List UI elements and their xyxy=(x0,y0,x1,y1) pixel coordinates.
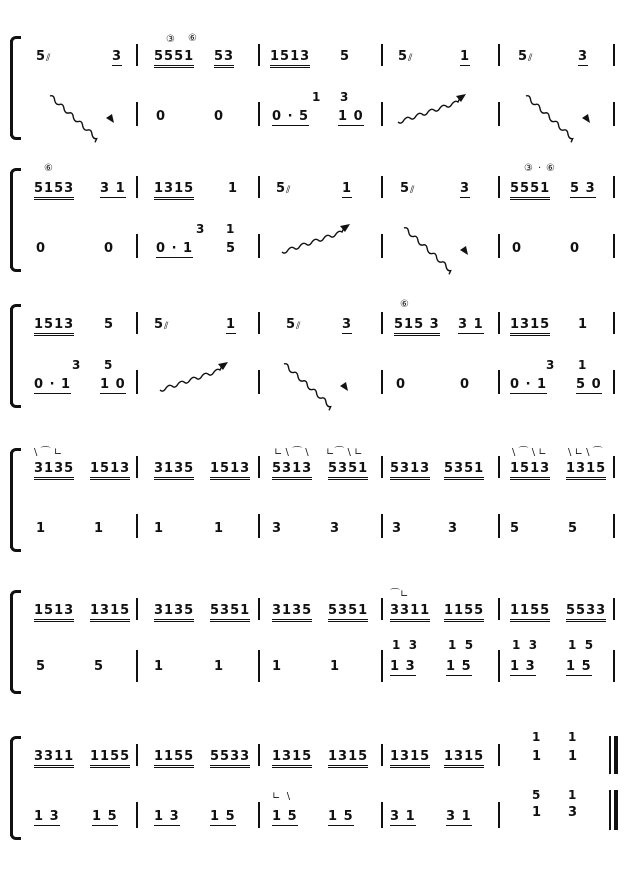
system-brace xyxy=(10,452,20,548)
chord-note: 3 xyxy=(196,222,205,236)
tremolo-mark: ⫽ xyxy=(408,53,413,64)
barline xyxy=(136,598,138,620)
note-group: 5351 xyxy=(210,604,250,622)
note: 1 xyxy=(228,181,239,196)
note-group: 1315 xyxy=(154,182,194,200)
rest: 0 xyxy=(570,241,581,256)
system-3 xyxy=(0,299,636,418)
note-group: 0 · 5 xyxy=(272,109,310,124)
note-group: 5351 xyxy=(328,604,368,622)
final-barline-thin xyxy=(609,790,611,830)
note-group: 1 5 xyxy=(92,809,118,824)
articulation-marks: ⌒∟ xyxy=(390,589,409,600)
barline xyxy=(381,802,383,828)
system-6 xyxy=(0,730,636,850)
rest: 0 xyxy=(36,241,47,256)
note: 1 xyxy=(578,317,589,332)
note: 5 xyxy=(154,317,165,332)
barline xyxy=(381,598,383,620)
string-mark: ⑥ xyxy=(188,33,197,44)
string-mark: ③ xyxy=(524,163,533,174)
barline xyxy=(498,312,500,334)
articulation-marks: ∟ \ xyxy=(272,791,291,802)
note-group: 5313 xyxy=(272,462,312,480)
glissando-down xyxy=(284,362,350,394)
barline xyxy=(258,456,260,478)
barline xyxy=(381,370,383,394)
barline xyxy=(258,514,260,538)
note-group: 1513 xyxy=(34,604,74,622)
tremolo-mark: ⫽ xyxy=(46,53,51,64)
note: 5 xyxy=(104,317,115,332)
note: 1 xyxy=(154,659,165,674)
chord-notes: 1 5 xyxy=(448,638,474,652)
barline xyxy=(498,176,500,198)
chord-note: 3 xyxy=(340,90,349,104)
note: 3 xyxy=(330,521,341,536)
articulation-marks: \ ⌒ \ ∟ xyxy=(512,447,547,458)
note-group: 5 3 xyxy=(570,181,596,196)
chord-note: 1 xyxy=(226,222,235,236)
rest: 0 xyxy=(104,241,115,256)
glissando-down xyxy=(50,94,116,126)
chord-note: 3 xyxy=(72,358,81,372)
note: 1 xyxy=(154,521,165,536)
system-1 xyxy=(0,33,636,150)
barline xyxy=(381,312,383,334)
barline xyxy=(613,234,615,258)
note-group: 1315 xyxy=(328,750,368,768)
note: 1 xyxy=(214,659,225,674)
note-group: 1 0 xyxy=(338,109,364,124)
barline xyxy=(613,176,615,198)
note-group: 1315 xyxy=(390,750,430,768)
barline xyxy=(258,312,260,334)
barline xyxy=(613,650,615,682)
note: 1 xyxy=(36,521,47,536)
note: 1 xyxy=(532,805,543,820)
note-group: 1 3 xyxy=(390,659,416,674)
note: 1 xyxy=(94,521,105,536)
articulation-marks: ∟⌒ \ ∟ xyxy=(326,447,363,458)
barline xyxy=(136,176,138,198)
tremolo-mark: ⫽ xyxy=(410,185,415,196)
note-group: 1 3 xyxy=(510,659,536,674)
barline xyxy=(498,102,500,126)
chord-note: 5 xyxy=(532,788,541,802)
barline xyxy=(258,102,260,126)
final-barline-thick xyxy=(614,736,618,774)
note: 1 xyxy=(226,317,237,332)
articulation-marks: \ ⌒ ∟ xyxy=(34,447,63,458)
barline xyxy=(381,44,383,66)
barline xyxy=(136,802,138,828)
barline xyxy=(136,312,138,334)
note-group: 1513 xyxy=(510,462,550,480)
note: 5 xyxy=(340,49,351,64)
note: 1 xyxy=(330,659,341,674)
note-group: 1 3 xyxy=(154,809,180,824)
note-group: 1155 xyxy=(510,604,550,622)
barline xyxy=(381,102,383,126)
chord-notes: 1 3 xyxy=(392,638,418,652)
chord-note: 3 xyxy=(546,358,555,372)
note: 3 xyxy=(392,521,403,536)
note: 1 xyxy=(342,181,353,196)
barline xyxy=(498,598,500,620)
string-mark: ⑥ xyxy=(44,163,53,174)
system-brace xyxy=(10,740,20,836)
barline xyxy=(136,650,138,682)
barline xyxy=(613,598,615,620)
note-group: 3135 xyxy=(154,604,194,622)
glissando-up xyxy=(282,224,352,256)
note: 5 xyxy=(568,521,579,536)
articulation-marks: ∟ \ ⌒ \ xyxy=(274,447,309,458)
note-group: 1315 xyxy=(272,750,312,768)
note-group: 5533 xyxy=(210,750,250,768)
barline xyxy=(613,456,615,478)
note-group: 1 3 xyxy=(34,809,60,824)
barline xyxy=(498,370,500,394)
rest: 0 xyxy=(396,377,407,392)
barline xyxy=(381,650,383,682)
barline xyxy=(498,514,500,538)
note: 3 xyxy=(460,181,471,196)
barline xyxy=(136,456,138,478)
note-group: 1513 xyxy=(34,318,74,336)
barline xyxy=(258,650,260,682)
note-group: 1513 xyxy=(270,50,310,68)
chord-note: 1 xyxy=(568,788,577,802)
barline xyxy=(136,514,138,538)
barline xyxy=(258,234,260,258)
note-group: 3 1 xyxy=(390,809,416,824)
note: 5 xyxy=(94,659,105,674)
tremolo-mark: ⫽ xyxy=(164,321,169,332)
system-brace xyxy=(10,172,20,268)
barline xyxy=(258,176,260,198)
rest: 0 xyxy=(156,109,167,124)
note: 5 xyxy=(276,181,287,196)
note-group: 5351 xyxy=(328,462,368,480)
articulation-marks: \ ∟ \ ⌒ xyxy=(568,447,603,458)
chord-note: 1 xyxy=(312,90,321,104)
glissando-down xyxy=(526,94,592,126)
note-group: 0 · 1 xyxy=(156,241,194,256)
note: 5 xyxy=(518,49,529,64)
barline xyxy=(258,744,260,766)
rest: 0 xyxy=(512,241,523,256)
chord-note: 1 xyxy=(578,358,587,372)
chord-notes: 1 5 xyxy=(568,638,594,652)
note-group: 5 0 xyxy=(576,377,602,392)
barline xyxy=(613,102,615,126)
note-group: 5551 xyxy=(510,182,550,200)
barline xyxy=(136,744,138,766)
note-group: 1315 xyxy=(566,462,606,480)
note: 1 xyxy=(272,659,283,674)
note: 3 xyxy=(568,805,579,820)
barline xyxy=(613,312,615,334)
chord-note: 5 xyxy=(104,358,113,372)
note-group: 3 1 xyxy=(458,317,484,332)
note-group: 1155 xyxy=(154,750,194,768)
tremolo-mark: ⫽ xyxy=(296,321,301,332)
note-group: 1 5 xyxy=(272,809,298,824)
note: 1 xyxy=(460,49,471,64)
barline xyxy=(381,176,383,198)
barline xyxy=(136,102,138,126)
barline xyxy=(136,370,138,394)
string-mark: ⑥ xyxy=(400,299,409,310)
note-group: 5533 xyxy=(566,604,606,622)
note: 5 xyxy=(400,181,411,196)
chord-note: 1 xyxy=(532,730,541,744)
tremolo-mark: ⫽ xyxy=(528,53,533,64)
note-group: 1 0 xyxy=(100,377,126,392)
system-brace xyxy=(10,40,20,136)
barline xyxy=(381,744,383,766)
barline xyxy=(136,44,138,66)
chord-notes: 1 3 xyxy=(512,638,538,652)
note-group: 1315 xyxy=(90,604,130,622)
string-mark: ③ xyxy=(166,34,175,45)
barline xyxy=(498,744,500,766)
note: 3 xyxy=(342,317,353,332)
note: 1 xyxy=(532,749,543,764)
glissando-up xyxy=(398,94,468,126)
note-group: 1513 xyxy=(210,462,250,480)
note: 5 xyxy=(398,49,409,64)
note-group: 0 · 1 xyxy=(510,377,548,392)
note: 3 xyxy=(272,521,283,536)
note-group: 3135 xyxy=(154,462,194,480)
note: 3 xyxy=(448,521,459,536)
system-brace xyxy=(10,594,20,690)
dot-separator: · xyxy=(538,163,542,174)
note-group: 5⁠3 xyxy=(214,50,234,68)
note: 5 xyxy=(36,49,47,64)
note-group: 1 5 xyxy=(446,659,472,674)
rest: 0 xyxy=(460,377,471,392)
note: 5 xyxy=(510,521,521,536)
barline xyxy=(381,456,383,478)
note: 5 xyxy=(286,317,297,332)
barline xyxy=(613,370,615,394)
barline xyxy=(258,598,260,620)
barline xyxy=(498,44,500,66)
note-group: 1513 xyxy=(90,462,130,480)
barline xyxy=(258,802,260,828)
note-group: 5351 xyxy=(444,462,484,480)
final-barline-thin xyxy=(609,736,611,774)
glissando-down xyxy=(404,226,470,258)
barline xyxy=(613,44,615,66)
barline xyxy=(498,234,500,258)
note: 1 xyxy=(214,521,225,536)
note-group: 3311 xyxy=(390,604,430,622)
system-brace xyxy=(10,308,20,404)
note-group: 5313 xyxy=(390,462,430,480)
system-4 xyxy=(0,447,636,562)
note-group: 3311 xyxy=(34,750,74,768)
note-group: 3 1 xyxy=(446,809,472,824)
chord-note: 1 xyxy=(568,730,577,744)
note-group: 5153 xyxy=(34,182,74,200)
barline xyxy=(613,514,615,538)
system-2 xyxy=(0,163,636,282)
note-group: 1 5 xyxy=(566,659,592,674)
note: 3 xyxy=(112,49,123,64)
note-group: 1315 xyxy=(510,318,550,336)
note-group: 1 5 xyxy=(210,809,236,824)
glissando-up xyxy=(160,362,230,394)
barline xyxy=(381,514,383,538)
barline xyxy=(258,370,260,394)
note-group: 1 5 xyxy=(328,809,354,824)
barline xyxy=(381,234,383,258)
note: 5 xyxy=(226,241,237,256)
string-mark: ⑥ xyxy=(546,163,555,174)
note-group: 1315 xyxy=(444,750,484,768)
note: 5 xyxy=(36,659,47,674)
note-group: 1155 xyxy=(444,604,484,622)
barline xyxy=(498,802,500,828)
final-barline-thick xyxy=(614,790,618,830)
note-group: 0 · 1 xyxy=(34,377,72,392)
barline xyxy=(498,650,500,682)
barline xyxy=(498,456,500,478)
note-group: 515 3 xyxy=(394,318,440,336)
rest: 0 xyxy=(214,109,225,124)
note-group: 5551 xyxy=(154,50,194,68)
barline xyxy=(136,234,138,258)
system-5 xyxy=(0,589,636,704)
note: 1 xyxy=(568,749,579,764)
note-group: 3135 xyxy=(272,604,312,622)
note: 3 xyxy=(578,49,589,64)
note-group: 1155 xyxy=(90,750,130,768)
note-group: 3135 xyxy=(34,462,74,480)
note-group: 3 1 xyxy=(100,181,126,196)
barline xyxy=(258,44,260,66)
tremolo-mark: ⫽ xyxy=(286,185,291,196)
